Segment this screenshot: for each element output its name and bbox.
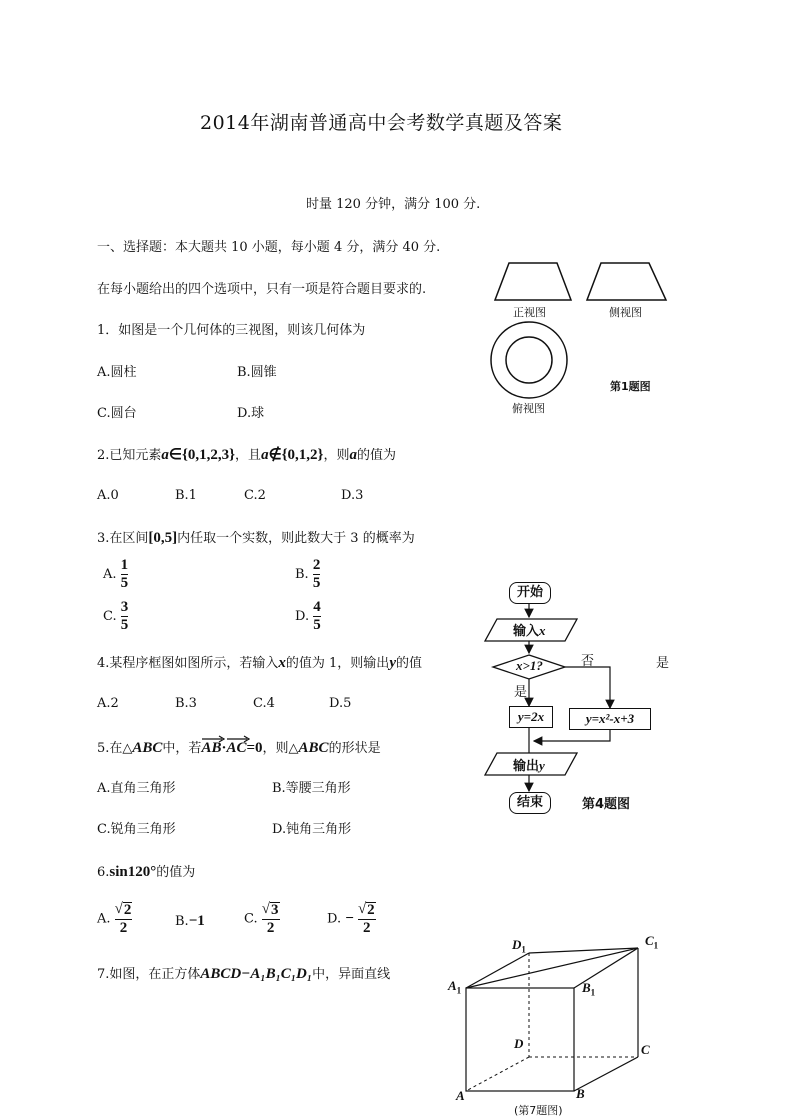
- q5-option-b: B.等腰三角形: [272, 781, 351, 796]
- front-view-trapezoid: [495, 263, 571, 300]
- side-view-trapezoid: [587, 263, 666, 300]
- q4-option-d: D.5: [329, 696, 352, 711]
- q6-option-a: A. √ 2 2: [97, 901, 132, 936]
- section-instruction: 在每小题给出的四个选项中，只有一项是符合题目要求的.: [97, 282, 427, 297]
- q5-stem: 5.在△ABC中，若 AB· AC=0，则△ABC的形状是: [97, 737, 381, 757]
- q6-option-d: D. − √ 2 2: [327, 901, 375, 936]
- q3-option-a: A. $\frac{1}{5}$: [103, 557, 129, 591]
- q4-stem-tail: 是: [656, 656, 670, 671]
- q2-option-a: A.0: [97, 488, 119, 503]
- vertex-d: D: [514, 1036, 524, 1051]
- vertex-a: A: [456, 1088, 465, 1103]
- vertex-b: B: [576, 1086, 585, 1101]
- flow-start: 开始: [509, 582, 551, 604]
- q2-option-b: B.1: [175, 488, 197, 503]
- flow-yes-label: 是: [514, 685, 528, 700]
- q4-option-b: B.3: [175, 696, 197, 711]
- vertex-d1: $D_1$: [512, 937, 526, 955]
- q4-figure-caption: 第4题图: [582, 797, 631, 812]
- vertex-a1: $A_1$: [448, 978, 462, 996]
- q1-three-views-figure: [488, 258, 678, 418]
- flow-right-process: y=x²-x+3: [569, 708, 651, 730]
- flow-output-label: 输出y: [513, 758, 545, 774]
- page-title: 2014年湖南普通高中会考数学真题及答案: [200, 112, 563, 134]
- q6-stem: 6.sin120°的值为: [97, 864, 196, 880]
- top-view-inner-circle: [506, 337, 552, 383]
- vertex-b1: $B_1$: [582, 980, 596, 998]
- q2-option-c: C.2: [244, 488, 266, 503]
- vertex-c1: $C_1$: [645, 933, 659, 951]
- q1-figure-caption: 第1题图: [610, 380, 651, 393]
- front-view-label: 正视图: [513, 306, 546, 319]
- q1-option-b: B.圆锥: [237, 365, 277, 380]
- exam-time-info: 时量 120 分钟，满分 100 分.: [306, 197, 481, 212]
- q3-stem: 3.在区间[0,5]内任取一个实数，则此数大于 3 的概率为: [97, 530, 415, 546]
- q6-option-c: C. √ 3 2: [244, 901, 279, 936]
- q4-option-c: C.4: [253, 696, 275, 711]
- section-heading: 一、选择题：本大题共 10 小题，每小题 4 分，满分 40 分.: [97, 240, 441, 255]
- side-view-label: 侧视图: [609, 306, 642, 319]
- q3-option-d: D. $\frac{4}{5}$: [295, 599, 321, 633]
- q3-option-b: B. $\frac{2}{5}$: [295, 557, 321, 591]
- q1-option-d: D.球: [237, 406, 265, 421]
- q2-stem: 2.已知元素a∈{0,1,2,3}，且a∉{0,1,2}，则a的值为: [97, 447, 396, 463]
- q6-option-b: B.−1: [175, 913, 205, 929]
- vertex-c: C: [641, 1042, 650, 1057]
- q3-option-c: C. $\frac{3}{5}$: [103, 599, 129, 633]
- q7-stem: 7.如图，在正方体ABCD−A₁B₁C₁D₁中，异面直线: [97, 966, 391, 982]
- flow-no-label: 否: [581, 654, 595, 669]
- q5-option-d: D.钝角三角形: [272, 822, 352, 837]
- q4-option-a: A.2: [97, 696, 119, 711]
- flow-left-process: y=2x: [509, 706, 553, 728]
- q5-option-c: C.锐角三角形: [97, 822, 176, 837]
- flow-end: 结束: [509, 792, 551, 814]
- q4-flowchart-lines: [470, 575, 680, 815]
- flow-input-label: 输入x: [513, 623, 546, 639]
- q4-stem: 4.某程序框图如图所示，若输入x的值为 1，则输出y的值: [97, 655, 422, 671]
- q2-option-d: D.3: [341, 488, 364, 503]
- top-view-label: 俯视图: [512, 402, 545, 415]
- top-view-outer-circle: [491, 322, 567, 398]
- q1-option-a: A.圆柱: [97, 365, 137, 380]
- q1-option-c: C.圆台: [97, 406, 137, 421]
- q5-option-a: A.直角三角形: [97, 781, 176, 796]
- q7-figure-caption: (第7题图): [514, 1104, 563, 1117]
- q1-stem: 1．如图是一个几何体的三视图，则该几何体为: [97, 323, 366, 338]
- q7-cube-figure: [440, 930, 670, 1105]
- flow-condition-label: x>1?: [516, 658, 543, 673]
